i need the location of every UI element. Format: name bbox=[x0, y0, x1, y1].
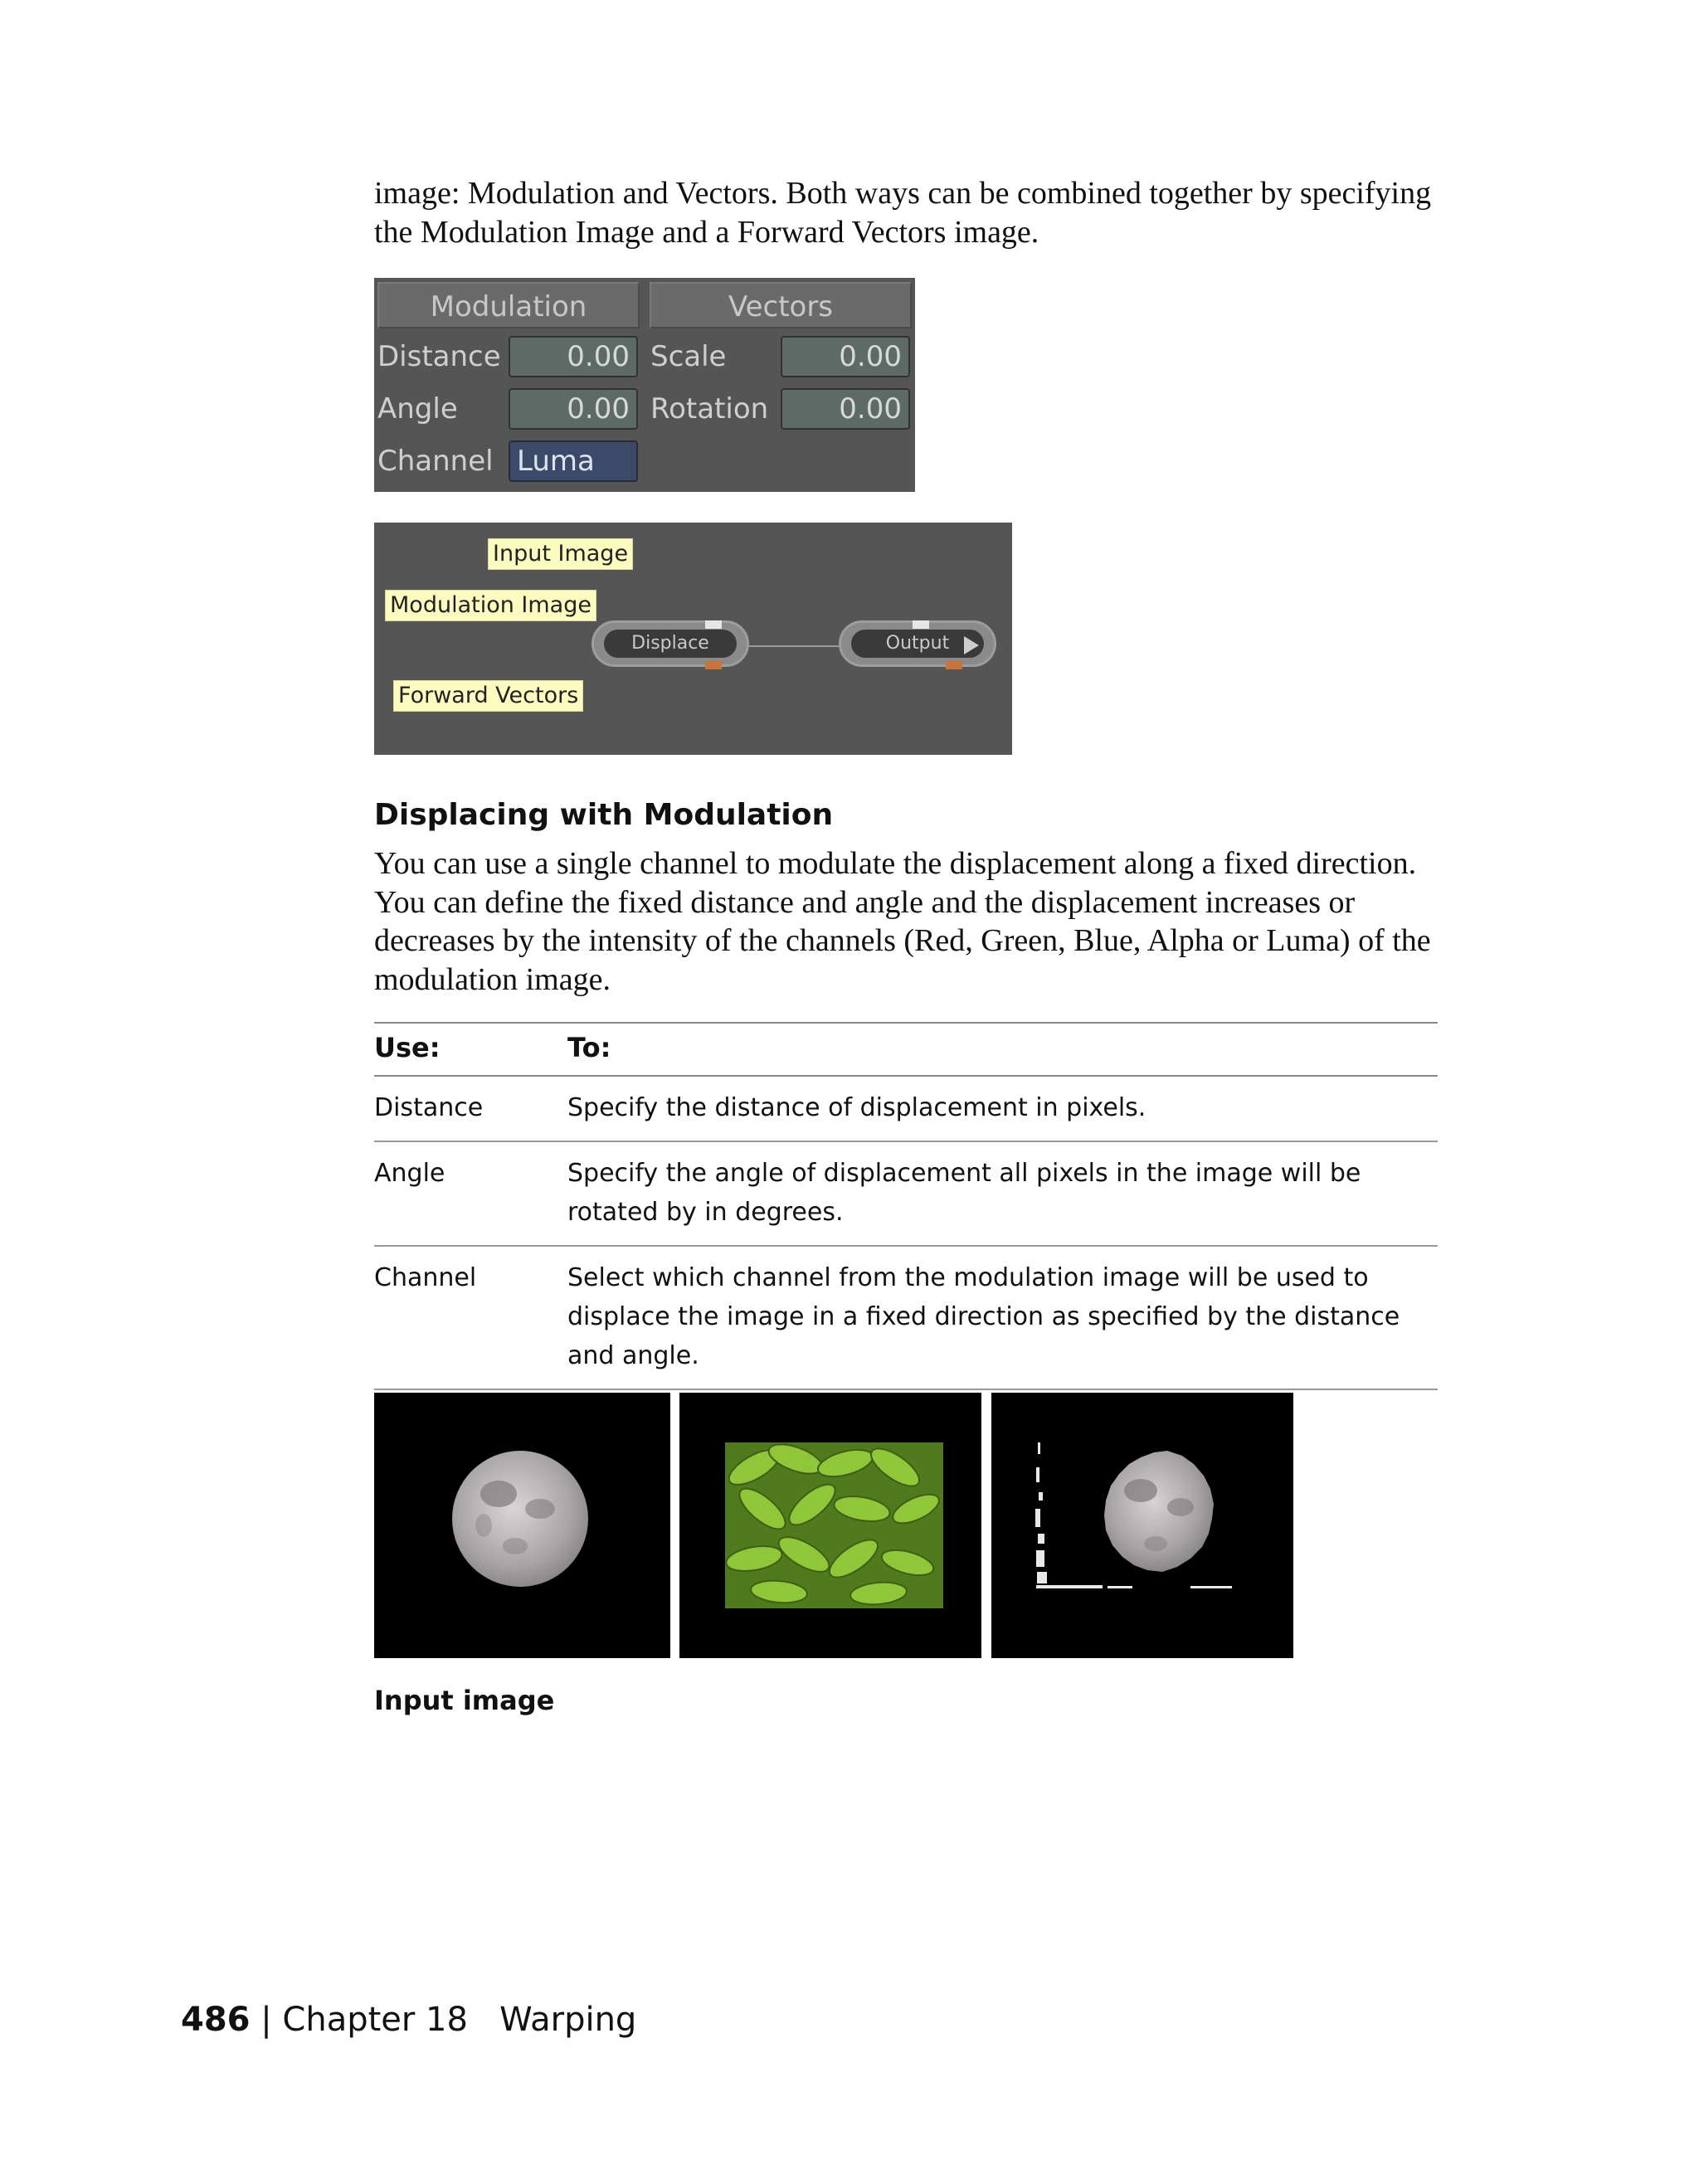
modulation-image-tag[interactable]: Modulation Image bbox=[385, 590, 596, 621]
table-row bbox=[374, 1141, 1438, 1246]
section-title: Displacing with Modulation bbox=[374, 798, 834, 832]
output-node[interactable] bbox=[839, 620, 996, 667]
footer-separator: | bbox=[260, 2001, 272, 2039]
channel-select[interactable]: Luma bbox=[509, 440, 638, 482]
displace-node[interactable] bbox=[591, 620, 749, 667]
angle-label: Angle bbox=[377, 392, 458, 426]
moon-input-image bbox=[374, 1393, 670, 1658]
figure-caption: Input image bbox=[374, 1685, 555, 1716]
node-graph-panel bbox=[374, 523, 1012, 755]
header-use: Use: bbox=[374, 1023, 567, 1076]
angle-field[interactable]: 0.00 bbox=[509, 388, 638, 430]
displaced-result-image bbox=[991, 1393, 1293, 1658]
output-top-tab bbox=[913, 620, 929, 629]
tab-modulation[interactable]: Modulation bbox=[377, 282, 640, 328]
displace-output-tab bbox=[705, 620, 722, 629]
chapter-label: Chapter 18 bbox=[282, 2001, 468, 2039]
page-number: 486 bbox=[181, 2001, 251, 2039]
forward-vectors-tag[interactable]: Forward Vectors bbox=[393, 680, 583, 712]
moon-picture bbox=[374, 1393, 670, 1658]
table-row bbox=[374, 1076, 1438, 1141]
input-image-tag[interactable]: Input Image bbox=[488, 538, 633, 570]
play-arrow-icon bbox=[964, 636, 979, 654]
distance-label: Distance bbox=[377, 340, 501, 373]
channel-label: Channel bbox=[377, 445, 494, 478]
displace-settings-panel bbox=[374, 278, 915, 492]
chapter-title: Warping bbox=[499, 2001, 637, 2039]
scale-field[interactable]: 0.00 bbox=[781, 336, 910, 377]
displace-mask-tab bbox=[705, 661, 722, 669]
output-node-label: Output bbox=[851, 630, 984, 658]
table-row bbox=[374, 1246, 1438, 1389]
row-use: Angle bbox=[374, 1141, 567, 1246]
displaced-moon-picture bbox=[991, 1393, 1293, 1658]
scale-label: Scale bbox=[650, 340, 727, 373]
intro-paragraph: image: Modulation and Vectors. Both ways can be combined together by specifying the Modulation Image and a Forward Vectors image. bbox=[374, 176, 1432, 250]
page-footer bbox=[181, 1999, 636, 2041]
rotation-field[interactable]: 0.00 bbox=[781, 388, 910, 430]
distance-field[interactable]: 0.00 bbox=[509, 336, 638, 377]
rotation-label: Rotation bbox=[650, 392, 769, 426]
row-to: Specify the angle of displacement all pixels in the image will be rotated by in degrees. bbox=[567, 1141, 1438, 1246]
header-to: To: bbox=[567, 1023, 1438, 1076]
section-body: You can use a single channel to modulate the displacement along a fixed direction. You can define the fixed distance and angle and the displacement increases or decreases by the intensity of the channels (Red, Green, Blue, Alpha or Luma) of the modulation image. bbox=[374, 846, 1431, 997]
bananas-picture bbox=[679, 1393, 981, 1658]
displace-node-label: Displace bbox=[604, 630, 737, 658]
node-link bbox=[745, 645, 840, 647]
tab-vectors[interactable]: Vectors bbox=[650, 282, 912, 328]
modulation-image bbox=[679, 1393, 981, 1658]
row-use: Channel bbox=[374, 1246, 567, 1389]
output-mask-tab bbox=[946, 661, 962, 669]
row-to: Specify the distance of displacement in pixels. bbox=[567, 1076, 1438, 1141]
row-use: Distance bbox=[374, 1076, 567, 1141]
row-to: Select which channel from the modulation image will be used to displace the image in a fixed direction as specified by the distance and angle. bbox=[567, 1246, 1438, 1389]
parameter-table bbox=[374, 1022, 1438, 1390]
table-header-row bbox=[374, 1023, 1438, 1076]
